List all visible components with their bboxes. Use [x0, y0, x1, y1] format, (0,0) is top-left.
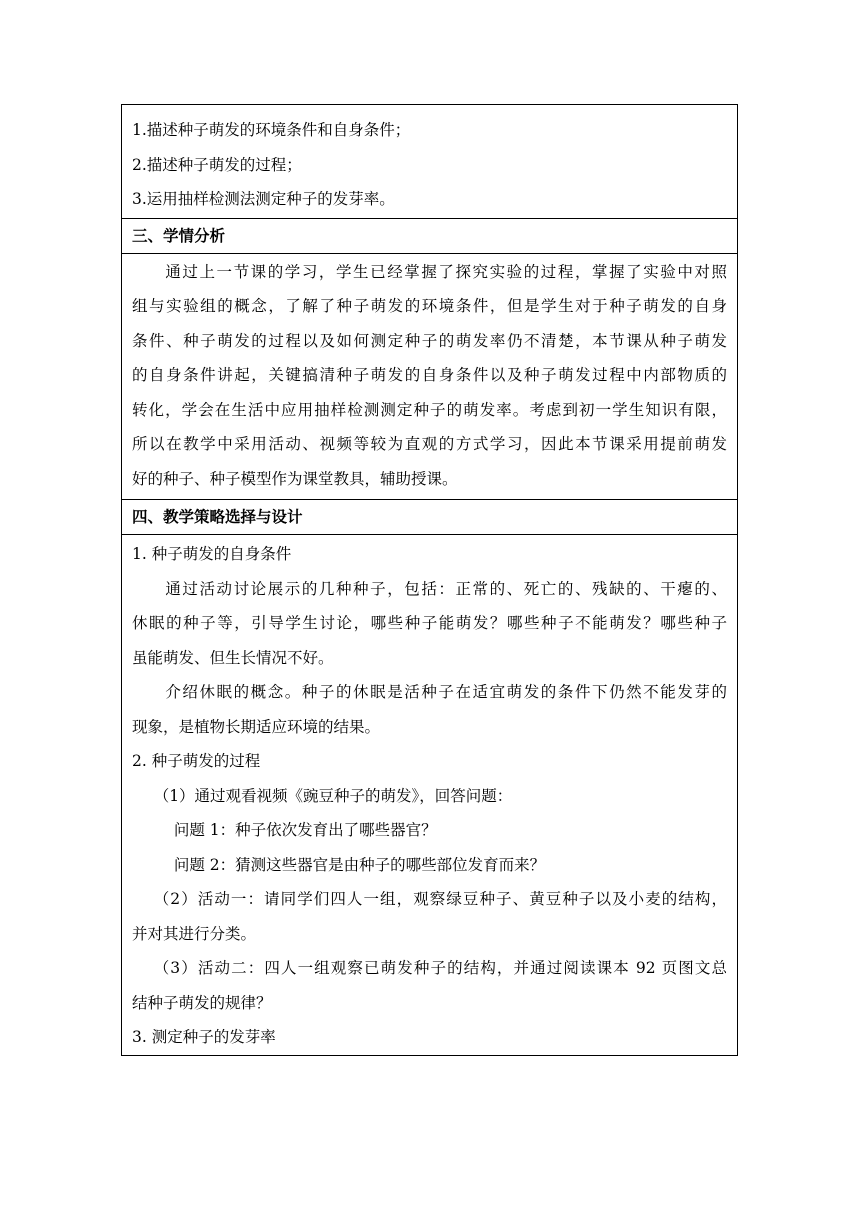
step-line: （3）活动二：四人一组观察已萌发种子的结构，并通过阅读课本 92 页图文总	[153, 959, 727, 977]
section-heading: 三、学情分析	[132, 226, 226, 245]
paragraph-line: 虽能萌发、但生长情况不好。	[132, 648, 334, 667]
student-analysis-cell	[122, 254, 737, 501]
paragraph-line: 转化，学会在生活中应用抽样检测测定种子的萌发率。考虑到初一学生知识有限，	[132, 400, 727, 419]
section-heading: 四、教学策略选择与设计	[132, 508, 303, 526]
item-title: 2. 种子萌发的过程	[132, 752, 261, 770]
paragraph-line: 组与实验组的概念，了解了种子萌发的环境条件，但是学生对于种子萌发的自身	[132, 297, 727, 315]
paragraph-line: 所以在教学中采用活动、视频等较为直观的方式学习，因此本节课采用提前萌发	[132, 435, 727, 453]
paragraph-line: 休眠的种子等，引导学生讨论，哪些种子能萌发？哪些种子不能萌发？哪些种子	[132, 614, 727, 632]
objective-item: 1.描述种子萌发的环境条件和自身条件；	[132, 121, 411, 139]
item-title: 3. 测定种子的发芽率	[132, 1028, 276, 1046]
paragraph-line: 的自身条件讲起，关键搞清种子萌发的自身条件以及种子萌发过程中内部物质的	[132, 366, 727, 384]
paragraph-line: 介绍休眠的概念。种子的休眠是活种子在适宜萌发的条件下仍然不能发芽的	[165, 683, 727, 701]
objectives-cell	[122, 105, 737, 219]
strategy-cell	[122, 535, 737, 1055]
paragraph-line: 通过活动讨论展示的几种种子，包括：正常的、死亡的、残缺的、干瘪的、	[165, 579, 727, 598]
objective-item: 3.运用抽样检测法测定种子的发芽率。	[132, 190, 395, 208]
question-line: 问题 1：种子依次发育出了哪些器官？	[173, 821, 437, 839]
step-line: （2）活动一：请同学们四人一组，观察绿豆种子、黄豆种子以及小麦的结构，	[153, 890, 727, 908]
paragraph-line: 好的种子、种子模型作为课堂教具，辅助授课。	[132, 469, 458, 488]
section-heading-4-cell	[122, 500, 737, 535]
paragraph-line: 现象，是植物长期适应环境的结果。	[132, 717, 381, 736]
step-line: （1）通过观看视频《豌豆种子的萌发》，回答问题：	[153, 786, 513, 805]
paragraph-line: 条件、种子萌发的过程以及如何测定种子的萌发率仍不清楚，本节课从种子萌发	[132, 331, 727, 350]
question-line: 问题 2：猜测这些器官是由种子的哪些部位发育而来？	[173, 855, 546, 874]
section-heading-3-cell	[122, 219, 737, 254]
item-title: 1. 种子萌发的自身条件	[132, 545, 292, 563]
objective-item: 2.描述种子萌发的过程；	[132, 155, 302, 174]
step-line: 结种子萌发的规律？	[132, 993, 272, 1012]
paragraph-line: 通过上一节课的学习，学生已经掌握了探究实验的过程，掌握了实验中对照	[165, 262, 727, 281]
step-line: 并对其进行分类。	[132, 924, 257, 943]
lesson-plan-table	[121, 104, 738, 1056]
